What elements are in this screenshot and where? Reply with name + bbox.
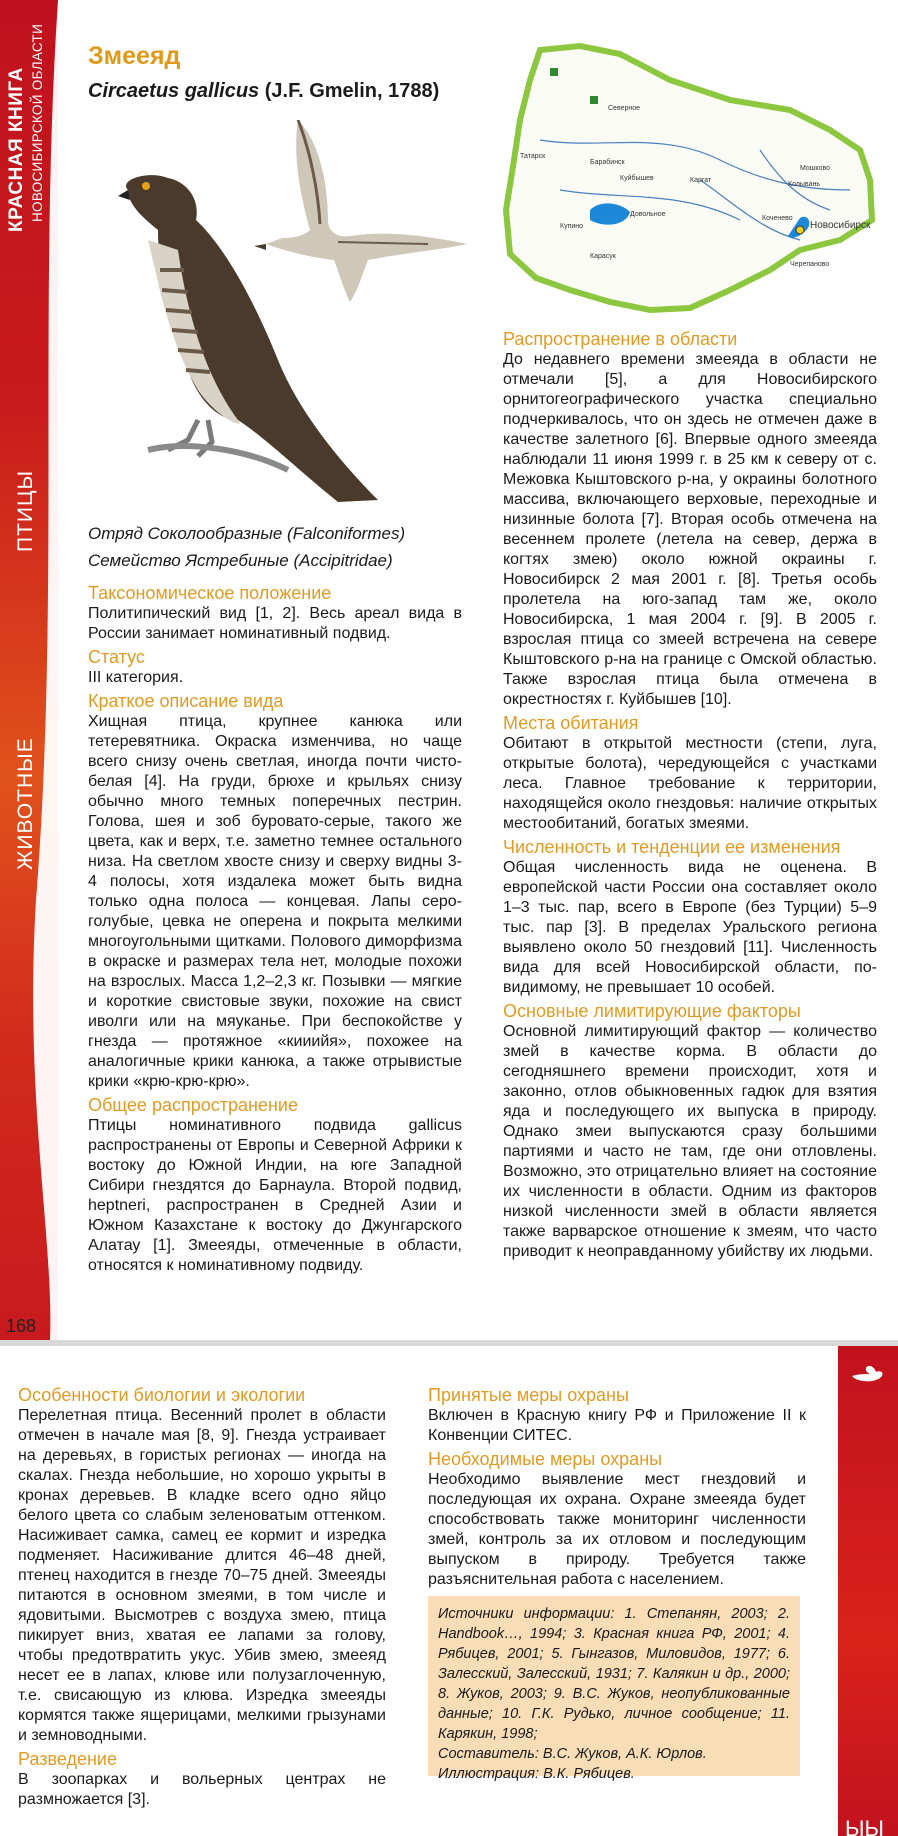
right-column xyxy=(503,328,877,1264)
species-latin xyxy=(88,80,439,103)
section-text: В зоопарках и вольерных центрах не размножается [3]. xyxy=(18,1771,386,1808)
section-heading: Общее распространение xyxy=(88,1095,298,1115)
section-heading: Численность и тенденции ее изменения xyxy=(503,837,841,857)
taxonomy-block xyxy=(88,520,405,574)
section-text: Общая численность вида не оценена. В европейской части России она составляет около 1–3 тыс. пар, всего в Европе (без Турции) 5–9 тыс. пар [3]. В пределах Уральского региона выявлено около 50 гнездовий [11]. Численность вида для всей Новосибирской области, по-видимому, не превышает 10 особей. xyxy=(503,859,877,996)
sources-list: Источники информации: 1. Степанян, 2003; 2. Handbook…, 1994; 3. Красная книга РФ, 2001; 4. Рябицев, 2001; 5. Гынгазов, Миловидов, 1977; 6. Залесский, Залесский, 1931; 7. Калякин и др., 2000; 8. Жуков, 2003; 9. В.С. Жуков, неопубликованные данные; 10. Г.К. Рудько, личное сообщение; 11. Карякин, 1998; xyxy=(438,1606,790,1742)
section-heading: Принятые меры охраны xyxy=(428,1385,629,1405)
region-border xyxy=(506,46,872,310)
place-label: Татарск xyxy=(520,153,546,160)
distribution-map xyxy=(500,40,880,320)
duck-icon xyxy=(850,1362,886,1384)
section-text: До недавнего времени змееяда в области не отмечали [5], а для Новосибирского орнитогеографического участка специально подчеркивалось, что он здесь не отмечен даже в качестве залетного [6]. Впервые одного змееяда наблюдали 11 июня 1999 г. в 25 км к северу от с. Межовка Кыштовского р-на, у окраины болотного массива, включающего верховые, переходные и низинные болота [7]. Вторая особь отмечена на весеннем пролете (летела на север, держа в когтях змею) около южной окраины г. Новосибирск 2 мая 2001 г. [8]. Третья особь пролетела на юго-запад там же, около Новосибирска, 1 мая 2004 г. [9]. В 2005 г. взрослая птица со змеей встречена на севере Кыштовского р-на на границе с Омской областью. Также взрослая птица была отмечена в окрестностях г. Куйбышев [10]. xyxy=(503,351,877,708)
place-label: Северное xyxy=(608,105,641,112)
perched-eagle-icon xyxy=(118,175,378,502)
section-heading: Необходимые меры охраны xyxy=(428,1449,663,1469)
section-heading: Распространение в области xyxy=(503,329,738,349)
section-birds: ПТИЦЫ xyxy=(14,469,37,552)
sidebar-band xyxy=(0,0,58,1340)
sidebar-band-right xyxy=(838,1346,898,1836)
section-text: Включен в Красную книгу РФ и Приложение II к Конвенции СИТЕС. xyxy=(428,1407,806,1444)
section-text: Политипический вид [1, 2]. Весь ареал вида в России занимает номинативный подвид. xyxy=(88,605,462,642)
eagle-illustration xyxy=(88,120,488,510)
taxonomy-family: Семейство Ястребиные (Accipitridae) xyxy=(88,551,393,570)
place-label: Новосибирск xyxy=(810,220,871,231)
section-heading: Краткое описание вида xyxy=(88,691,284,711)
section-text: Обитают в открытой местности (степи, луга, открытые болота), чередующейся с участками леса. Главное требование к территории, находящейся около гнездовья: наличие открытых местообитаний, богатых змеями. xyxy=(503,735,877,832)
place-label: Карасук xyxy=(590,253,616,260)
left-column xyxy=(88,582,462,1278)
left-column xyxy=(18,1384,386,1812)
place-label: Барабинск xyxy=(590,159,625,166)
section-heading: Разведение xyxy=(18,1749,117,1769)
section-text: III категория. xyxy=(88,669,184,686)
section-text: Перелетная птица. Весенний пролет в области отмечен в начале мая [8, 9]. Гнезда устраивает на деревьях, в гористых регионах — иногда на скалах. Гнезда небольшие, но хорошо укрыты в кронах деревьев. В кладке всего одно яйцо белого цвета со слабым зеленоватым оттенком. Насиживает самка, самец ее кормит и изредка подменяет. Насиживание длится 46–48 дней, птенец находится в гнезде 70–75 дней. Змееяды питаются в основном змеями, в том числе и ядовитыми. Высмотрев с воздуха змею, птица пикирует вниз, хватая ее лапами за голову, чтобы предотвратить укус. Убив змею, змееяд несет ее в лапах, клюве или полузаглоченную, т.е. свисающую из клюва. Изредка змееяды кормятся также ящерицами, мелкими грызунами и земноводными. xyxy=(18,1407,386,1744)
place-label: Колывань xyxy=(788,181,820,188)
region-title: НОВОСИБИРСКОЙ ОБЛАСТИ xyxy=(30,23,45,222)
place-label: Мошково xyxy=(800,165,830,172)
sources-illustrator: Иллюстрация: В.К. Рябицев. xyxy=(438,1766,635,1782)
section-animals: ЖИВОТНЫЕ xyxy=(14,737,37,870)
latin-name: Circaetus gallicus xyxy=(88,80,260,102)
place-label: Довольное xyxy=(630,211,666,218)
section-text: Основной лимитирующий фактор — количество змей в качестве корма. В области до сегодняшнего времени происходит, хотя и законно, отлов обыкновенных гадюк для взятия яда и последующего их выпуска в природу. Однако змеи выпускаются сразу большими партиями и часто не там, где они отловлены. Возможно, это отрицательно влияет на состояние их численности в области. Одним из факторов низкой численности змей в области является также варварское отношение к змеям, что часто приводит к неоправданному убийству их людьми. xyxy=(503,1023,877,1260)
section-heading: Места обитания xyxy=(503,713,639,733)
book-title: КРАСНАЯ КНИГА xyxy=(6,67,27,232)
section-heading: Таксономическое положение xyxy=(88,583,332,603)
taxonomy-order: Отряд Соколообразные (Falconiformes) xyxy=(88,524,406,543)
page-number: 168 xyxy=(6,1316,37,1336)
section-text: Птицы номинативного подвида gallicus распространены от Европы и Северной Африки к востоку до Южной Индии, на юге Западной Сибири гнездятся до Барнаула. Второй подвид, heptneri, распространен в Средней Азии и Южном Казахстане к востоку до Джунгарского Алатау [1]. Змееяды, отмеченные в области, относятся к номинативному подвиду. xyxy=(88,1117,462,1274)
flying-eagle-icon xyxy=(254,120,468,302)
section-heading: Основные лимитирующие факторы xyxy=(503,1001,801,1021)
place-label: Коченево xyxy=(762,215,793,222)
species-name: Змееяд xyxy=(88,42,181,70)
city-marker xyxy=(796,226,804,234)
sources-box xyxy=(428,1596,800,1782)
section-text: Необходимо выявление мест гнездовий и последующая их охрана. Охране змееяда будет способствовать также мониторинг численности змей, контроль за их отловом и последующим выпуском в природу. Требуется также разъяснительная работа с населением. xyxy=(428,1471,806,1588)
sources-compiler: Составитель: В.С. Жуков, А.К. Юрлов. xyxy=(438,1746,707,1762)
right-column xyxy=(428,1384,806,1592)
section-text: Хищная птица, крупнее канюка или тетеревятника. Окраска изменчива, но чаще всего снизу очень светлая, иногда почти чисто-белая [4]. На груди, брюхе и крыльях снизу обычно много темных поперечных пестрин. Голова, шея и зоб буровато-серые, такого же цвета, как и верх, т.е. заметно темнее остального низа. На светлом хвосте снизу и сверху видны 3-4 полосы, хотя издалека может быть видна только одна полоса — концевая. Лапы серо-голубые, цевка не оперена и покрыта мелкими многоугольными щитками. Полового диморфизма в окраске и размерах тела нет, молодые похожи на взрослых. Масса 1,2–2,3 кг. Позывки — мягкие и короткие свистовые звуки, похожие на свист иволги или на мяуканье. При беспокойстве у гнезда — протяжное «кииийя», похожее на аналогичные крики канюка, а также отрывистые крики «крю-крю-крю». xyxy=(88,713,462,1090)
section-heading: Особенности биологии и экологии xyxy=(18,1385,306,1405)
place-label: Каргат xyxy=(690,177,712,184)
place-label: Куйбышев xyxy=(620,175,654,182)
latin-author: (J.F. Gmelin, 1788) xyxy=(259,80,440,102)
place-label: Черепаново xyxy=(790,261,830,268)
page-169 xyxy=(0,1346,898,1836)
section-heading: Статус xyxy=(88,647,145,667)
record-marker xyxy=(550,68,558,76)
place-label: Купино xyxy=(560,223,584,230)
record-marker xyxy=(590,96,598,104)
section-fragment: ЫЫ xyxy=(845,1816,884,1836)
